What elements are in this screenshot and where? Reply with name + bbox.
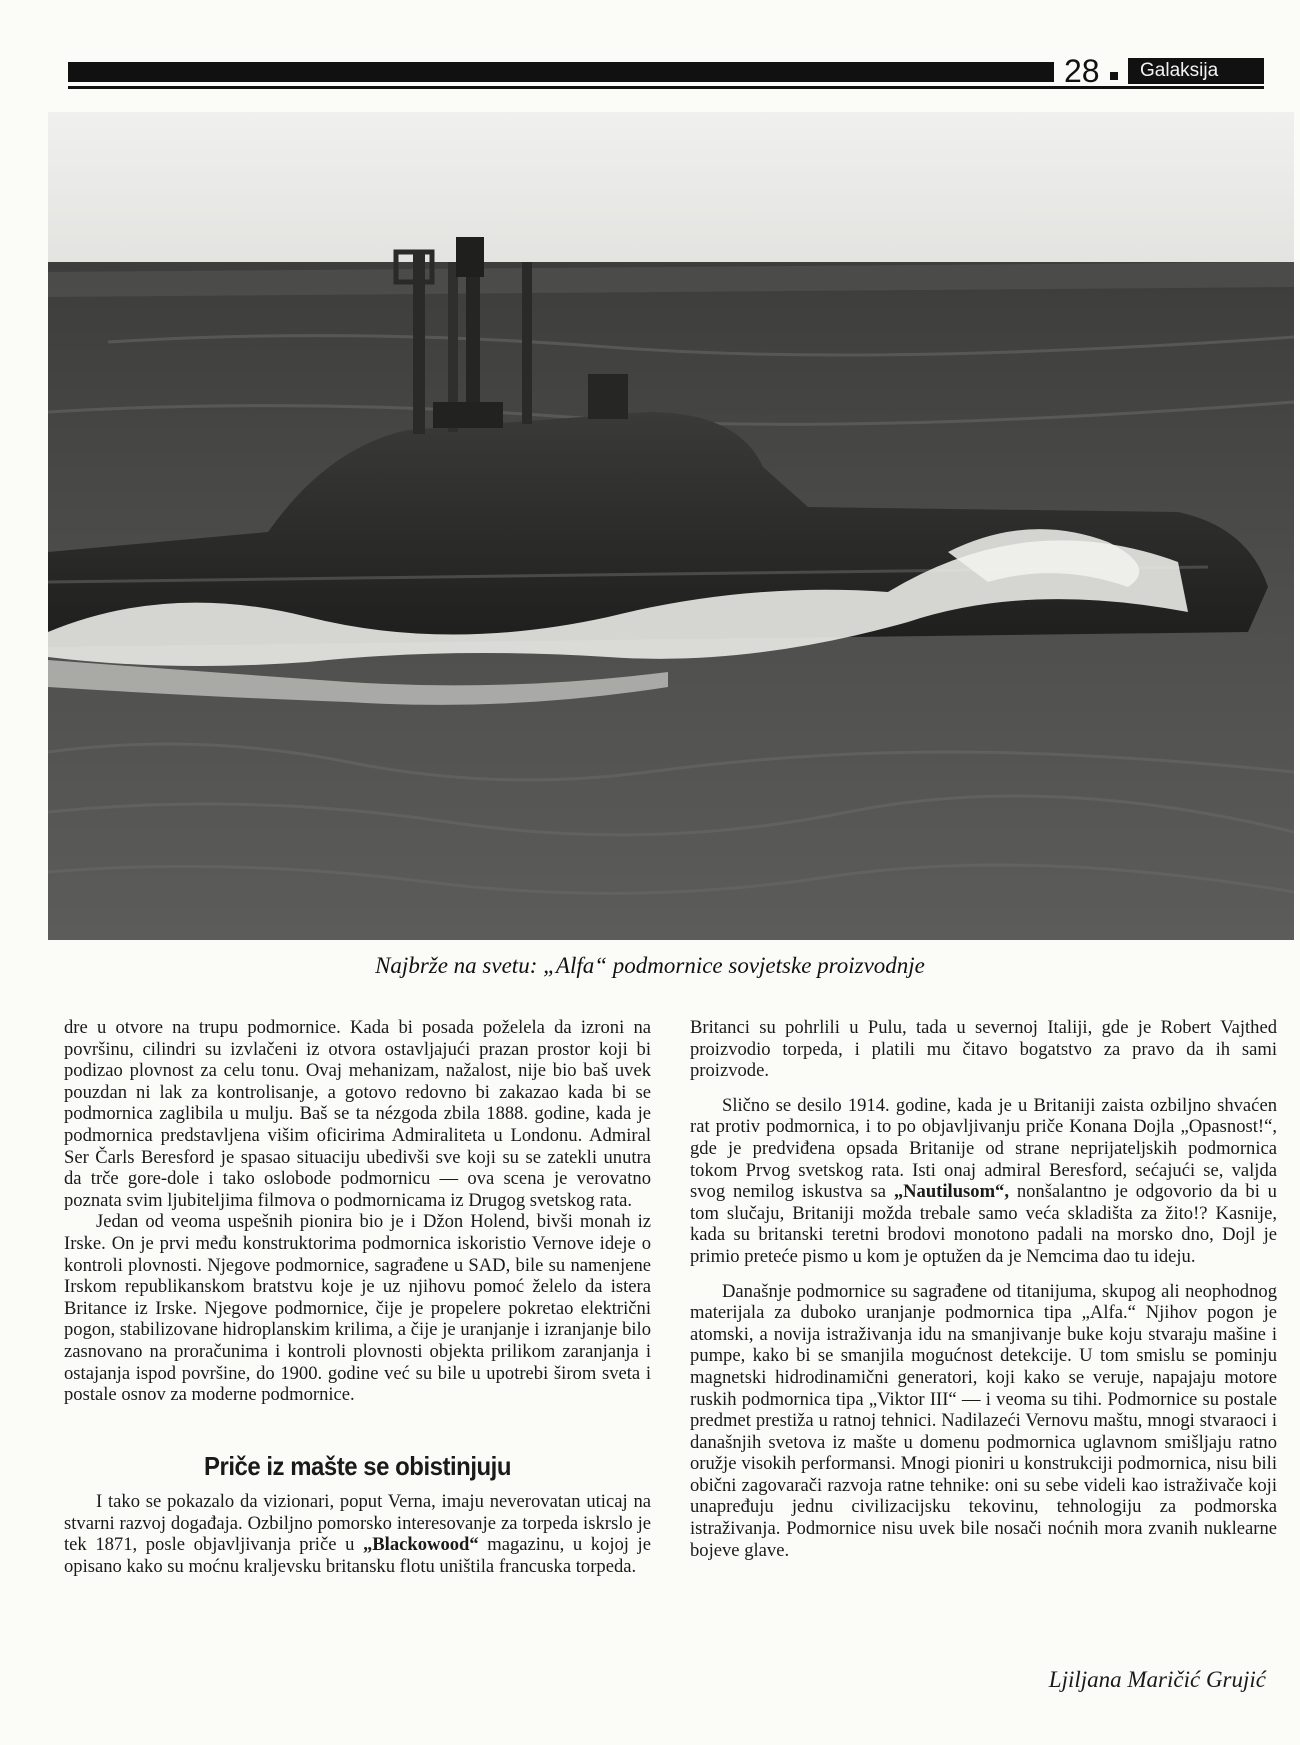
magazine-name: Galaksija <box>1128 58 1264 84</box>
submarine-photo <box>48 112 1294 940</box>
paragraph: Današnje podmornice su sagrađene od titanijuma, skupog ali neophodnog materijala za duboko uranjanje podmornica tipa „Alfa.“ Njihov pogon je atomski, a novija istraživanja idu na smanjivanje buke koju stvaraju mašine i pumpe, kako bi se smanjila mogućnost detekcije. U tom smislu se pominju magnetski hidrodinamični generatori, koji kako se veruje, napajaju motore ruskih podmornica tipa „Viktor III“ — i veoma su tihi. Podmornice su postale predmet prestiža u ratnoj tehnici. Nadilazeći Vernovu maštu, mnogi stvaraoci i današnjih svetova iz mašte u domenu podmornica uglavnom smišljaju ratno oružje visokih performansi. Mnogi pioniri u konstrukciji podmornica, nisu bili obični zagovarači razvoja ratne tehnike: oni su sebe videli kao istraživače koji unapređuju jednu civilizacijsku tekovinu, tehnologiju za podmorska istraživanja. Podmornice nisu uvek bile nosači noćnih mora zvanih nuklearne bojeve glave. <box>690 1280 1277 1561</box>
article-column-left <box>64 1017 651 1578</box>
nautilus-mention: „Nautilusom“, <box>893 1181 1010 1203</box>
section-heading: Priče iz mašte se obistinjuju <box>203 1450 512 1481</box>
paragraph: Britanci su pohrlili u Pulu, tada u severnoj Italiji, gde je Robert Vajthed proizvodio torpeda, i platili mu čitavo bogatstvo za pravo da ih sami proizvode. <box>690 1017 1277 1082</box>
photo-caption: Najbrže na svetu: „Alfa“ podmornice sovjetske proizvodnje <box>375 953 925 978</box>
page-number: 28 <box>1064 53 1100 89</box>
header-rule <box>68 62 1054 82</box>
paragraph: Slično se desilo 1914. godine, kada je u Britaniji zaista ozbiljno shvaćen rat protiv podmornica, i to po objavljivanju priče Konana Dojla „Opasnost!“, gde je predviđena opsada Britanije od strane neprijateljskih podmornica tokom Prvog svetskog rata. Isti onaj admiral Beresford, sećajući se, valjda svog nemilog iskustva sa „Nautilusom“, nonšalantno je odgovorio da bi u tom slučaju, Britaniji možda trebale samo veća skladišta za žito!? Kasnije, kada su britanski teretni brodovi monotono padali na morsko dno, Dojl je primio preteće pismo u kom je optužen da je Nemcima dao tu ideju. <box>690 1094 1277 1267</box>
paragraph: Jedan od veoma uspešnih pionira bio je i Džon Holend, bivši monah iz Irske. On je prvi među konstruktorima podmornica iskoristio Vernove ideje o kontroli plovnosti. Njegove podmornice, sagrađene u SAD, bile su namenjene Irskom republikanskom bratstvu koje je uz njihovu pomoć želelo da istera Britance iz Irske. Njegove podmornice, čije je propelere pokretao električni pogon, stabilizovane hidroplanskim krilima, a čije je uranjanje i izranjanje bilo zasnovano na proračunima i kontroli plovnosti objekta prilikom zaranjanja i ostajanja ispod površine, do 1900. godine već su bile u upotrebi širom sveta i postale osnov za moderne podmornice. <box>64 1211 651 1406</box>
author-byline: Ljiljana Maričić Grujić <box>1048 1667 1266 1692</box>
paragraph: dre u otvore na trupu podmornice. Kada bi posada poželela da izroni na površinu, cilindri su izvlačeni iz otvora ostavljajući prazan prostor koji bi podizao plovnost za celu tonu. Ovaj mehanizam, nažalost, nije bio baš uvek pouzdan ni lak za kontrolisanje, a gotovo redovno bi zakazao kada bi se podmornica zaglibila u mulju. Baš se ta nézgoda zbila 1888. godine, kada je podmornica predstavljena višim oficirima Admiraliteta u Londonu. Admiral Ser Čarls Beresford je spasao situaciju ubedivši sve koji su se zatekli unutra da trče gore-dole i tako oslobode podmornicu — ova scena je verovatno poznata svim ljubiteljima filmova o podmornicama iz Drugog svetskog rata. <box>64 1017 651 1211</box>
magazine-title: „Blackowood“ <box>362 1534 479 1556</box>
article-column-right <box>690 1017 1277 1561</box>
separator-dot <box>1110 72 1118 80</box>
paragraph: I tako se pokazalo da vizionari, poput Verna, imaju neverovatan uticaj na stvarni razvoj događaja. Ozbiljno pomorsko interesovanje za torpeda iskrslo je tek 1871, posle objavljivanja priče u „Blackowood“ magazinu, u kojoj je opisano kako su moćnu kraljevsku britansku flotu uništila francuska torpeda. <box>64 1491 651 1578</box>
